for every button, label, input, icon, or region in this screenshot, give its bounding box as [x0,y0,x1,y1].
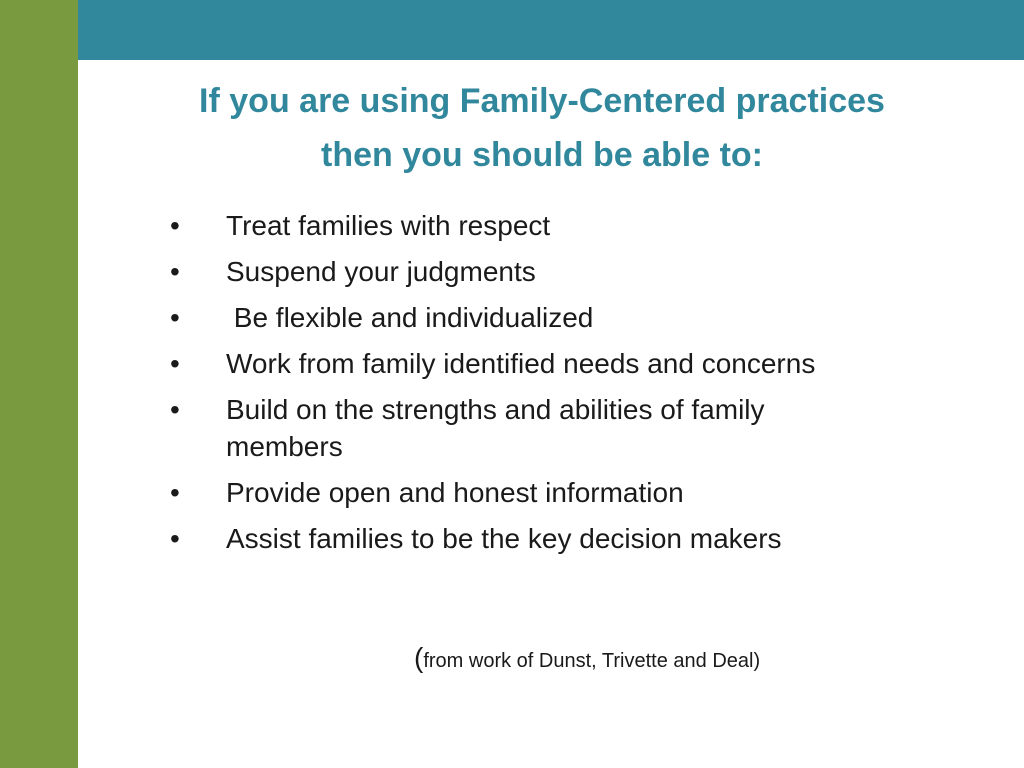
bullet-icon: • [170,523,180,554]
bullet-icon: • [170,210,180,241]
bullet-icon: • [170,477,180,508]
list-item [170,253,850,290]
bullet-icon: • [170,394,180,425]
bullet-icon: • [170,256,180,287]
list-item-text: Build on the strengths and abilities of family members [226,394,765,462]
citation-text: from work of Dunst, Trivette and Deal) [423,650,761,672]
list-item [170,207,850,244]
list-item-text: Be flexible and individualized [226,302,594,333]
top-accent-band [78,0,1024,60]
list-item [170,520,850,557]
bullet-list [170,207,850,566]
list-item-text: Assist families to be the key decision makers [226,523,782,554]
slide-title-line-1: If you are using Family-Centered practices [199,82,885,120]
slide-title-line-2: then you should be able to: [321,136,763,174]
list-item-text: Provide open and honest information [226,477,684,508]
list-item [170,474,850,511]
citation [414,642,760,674]
left-accent-band [0,0,78,768]
list-item-text: Work from family identified needs and concerns [226,348,816,379]
citation-open-paren: ( [414,642,424,673]
list-item [170,391,850,465]
list-item [170,345,850,382]
list-item-text: Treat families with respect [226,210,551,241]
slide-title [100,74,984,182]
bullet-icon: • [170,348,180,379]
bullet-icon: • [170,302,180,333]
list-item-text: Suspend your judgments [226,256,536,287]
list-item [170,299,850,336]
